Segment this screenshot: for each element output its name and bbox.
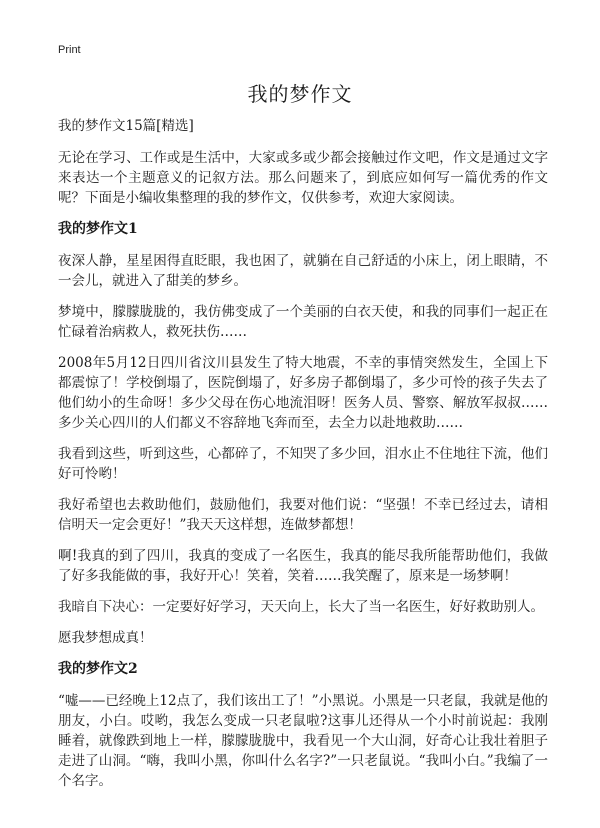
page-title: 我的梦作文	[247, 82, 353, 106]
paragraph: 2008年5月12日四川省汶川县发生了特大地震，不幸的事情突然发生，全国上下都震惊了！学校倒塌了，医院倒塌了，好多房子都倒塌了，多少可怜的孩子失去了他们幼小的生命呀！多少父母在伤心地流泪呀！医务人员、警察、解放军叔叔……多少关心四川的人们都义不容辞地飞奔而至，去全力以赴地救助……	[58, 355, 548, 431]
paragraph: “嘘——已经晚上12点了，我们该出工了！”小黑说。小黑是一只老鼠，我就是他的朋友，小白。哎哟，我怎么变成一只老鼠啦?这事儿还得从一个小时前说起：我刚睡着，就像跌到地上一样，朦朦胧胧中，我看见一个大山洞，好奇心让我壮着胆子走进了山洞。“嗨，我叫小黑，你叫什么名字?”一只老鼠说。“我叫小白。”我编了一个名字。	[58, 693, 548, 789]
print-link[interactable]: Print	[58, 44, 81, 56]
intro-paragraph: 无论在学习、工作或是生活中，大家或多或少都会接触过作文吧，作文是通过文字来表达一个主题意义的记叙方法。那么问题来了，到底应如何写一篇优秀的作文呢？下面是小编收集整理的我的梦作文，仅供参考，欢迎大家阅读。	[58, 150, 548, 206]
paragraph: 我看到这些，听到这些，心都碎了，不知哭了多少回，泪水止不住地往下流，他们好可怜哟！	[58, 446, 548, 482]
article-subtitle: 我的梦作文15篇[精选]	[58, 118, 194, 134]
section-heading: 我的梦作文1	[58, 221, 138, 237]
paragraph: 我暗自下决心：一定要好好学习，天天向上，长大了当一名医生，好好救助别人。	[58, 599, 544, 615]
paragraph: 梦境中，朦朦胧胧的，我仿佛变成了一个美丽的白衣天使，和我的同事们一起正在忙碌着治病救人，救死扶伤……	[58, 304, 548, 340]
paragraph: 夜深人静，星星困得直眨眼，我也困了，就躺在自己舒适的小床上，闭上眼睛，不一会儿，就进入了甜美的梦乡。	[58, 253, 548, 289]
paragraph: 我好希望也去救助他们，鼓励他们，我要对他们说：“坚强！不幸已经过去，请相信明天一定会更好！”我天天这样想，连做梦都想！	[58, 497, 548, 533]
section-heading: 我的梦作文2	[58, 661, 138, 677]
article-body	[58, 116, 548, 802]
paragraph: 啊!我真的到了四川，我真的变成了一名医生，我真的能尽我所能帮助他们，我做了好多我能做的事，我好开心！笑着，笑着……我笑醒了，原来是一场梦啊！	[58, 548, 548, 584]
paragraph: 愿我梦想成真！	[58, 630, 153, 646]
